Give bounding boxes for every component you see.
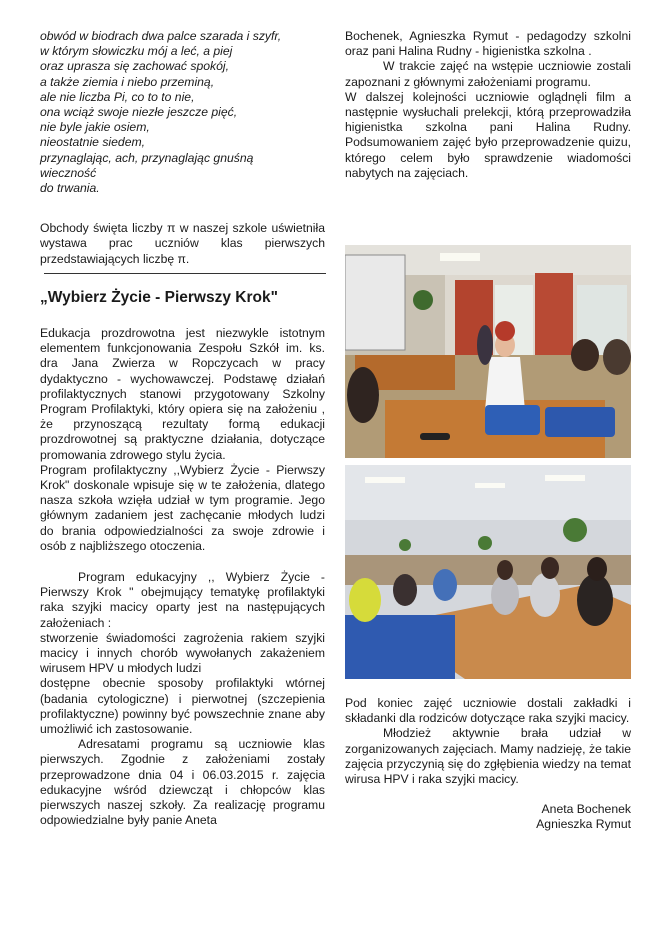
poem-line: w którym słowiczku mój a leć, a piej	[40, 44, 233, 59]
poem-line: obwód w biodrach dwa palce szarada i szyfr,	[40, 29, 282, 43]
assumption-item: stworzenie świadomości zagrożenia rakiem szyjki macicy i innych chorób wywołanych zakażeniem wirusem HPV u młodych ludzi	[40, 630, 325, 676]
article-title: „Wybierz Życie - Pierwszy Krok"	[40, 289, 278, 306]
article-paragraph: W trakcie zajęć na wstępie uczniowie zostali zapoznani z głównymi założeniami programu.	[345, 59, 631, 89]
poem-line: oraz uprasza się zachować spokój,	[40, 59, 230, 74]
poem-line: nieostatnie siedem,	[40, 135, 146, 150]
article-paragraph: Program profilaktyczny ,,Wybierz Życie - Pierwszy Krok" doskonale wpisuje się w te założenia, dlatego nasza szkoła wzięła udział w tym programie. Jego głównym zadaniem jest zachęcanie młodych ludzi do brania odpowiedzialności za swoje zdrowie i osób z najbliższego otoczenia.	[40, 462, 325, 553]
program-intro: Program edukacyjny ,, Wybierz Życie - Pierwszy Krok " obejmujący tematykę profilaktyki raka szyjki macicy oparty jest na następujących założeniach :	[40, 570, 325, 630]
poem	[40, 29, 325, 196]
poem-line: ale nie liczba Pi, co to to nie,	[40, 89, 195, 104]
pi-paragraph: Obchody święta liczby π w naszej szkole uświetniła wystawa prac uczniów klas pierwszych przedstawiających liczbę π.	[40, 221, 325, 266]
article-paragraph: Edukacja prozdrowotna jest niezwykle istotnym elementem funkcjonowania Zespołu Szkół im. ks. dra Jana Zwierza w Ropczycach w pracy dydaktyczno - wychowawczej. Podstawę działań profilaktycznych stanowi przygotowany Szkolny Program Profilaktyki, który opiera się na założeniu , że przynoszącą rezultaty formą edukacji prozdrowotnej są praktyczne działania, dotyczące promowania zdrowego stylu życia.	[40, 326, 325, 462]
section-divider	[44, 273, 326, 274]
addressees-paragraph: Adresatami programu są uczniowie klas pierwszych. Zgodnie z założeniami zostały przeprowadzone dnia 04 i 06.03.2015 r. zajęcia edukacyjne wśród dziewcząt i chłopców klas pierwszych naszej szkoły. Za realizację programu odpowiedzialne były panie Aneta	[40, 737, 325, 828]
closing-paragraph: Młodzież aktywnie brała udział w zorganizowanych zajęciach. Mamy nadzieję, że takie zajęcia przyczynią się do zgłębienia wiedzy na temat wirusa HPV i raka szyjki macicy.	[345, 726, 631, 787]
right-column-top	[345, 29, 631, 181]
poem-line: ona wciąż swoje niezłe jeszcze pięć,	[40, 105, 238, 120]
left-column-article	[40, 326, 325, 829]
right-column-bottom	[345, 696, 631, 833]
classroom-photo-presentation	[345, 245, 631, 458]
poem-line: a także ziemia i niebo przeminą,	[40, 74, 215, 89]
article-paragraph: W dalszej kolejności uczniowie oglądnęli film a następnie wysłuchali prelekcji, którą przeprowadziła higienistka szkolna pani Halina Rudny. Podsumowaniem zajęć było przeprowadzenie quizu, którego celem było sprawdzenie wiadomości nabytych na zajęciach.	[345, 89, 631, 180]
assumption-item: dostępne obecnie sposoby profilaktyki wtórnej (badania cytologiczne) i pierwotnej (szczepienia profilaktyczne) powinny być powszechnie znane aby umożliwić ich zastosowanie.	[40, 676, 325, 737]
left-column-top	[40, 29, 325, 267]
poem-line: wieczność	[40, 165, 97, 180]
signature-name: Aneta Bochenek	[541, 802, 631, 817]
article-paragraph: Bochenek, Agnieszka Rymut - pedagodzy szkolni oraz pani Halina Rudny - higienistka szkolna .	[345, 29, 631, 59]
closing-paragraph: Pod koniec zajęć uczniowie dostali zakładki i składanki dla rodziców dotyczące raka szyjki macicy.	[345, 696, 631, 726]
poem-line: nie byle jakie osiem,	[40, 120, 150, 135]
classroom-photo-students	[345, 465, 631, 679]
signature-name: Agnieszka Rymut	[536, 817, 631, 832]
poem-line: do trwania.	[40, 181, 100, 196]
poem-line: przynaglając, ach, przynaglając gnuśną	[40, 150, 254, 165]
